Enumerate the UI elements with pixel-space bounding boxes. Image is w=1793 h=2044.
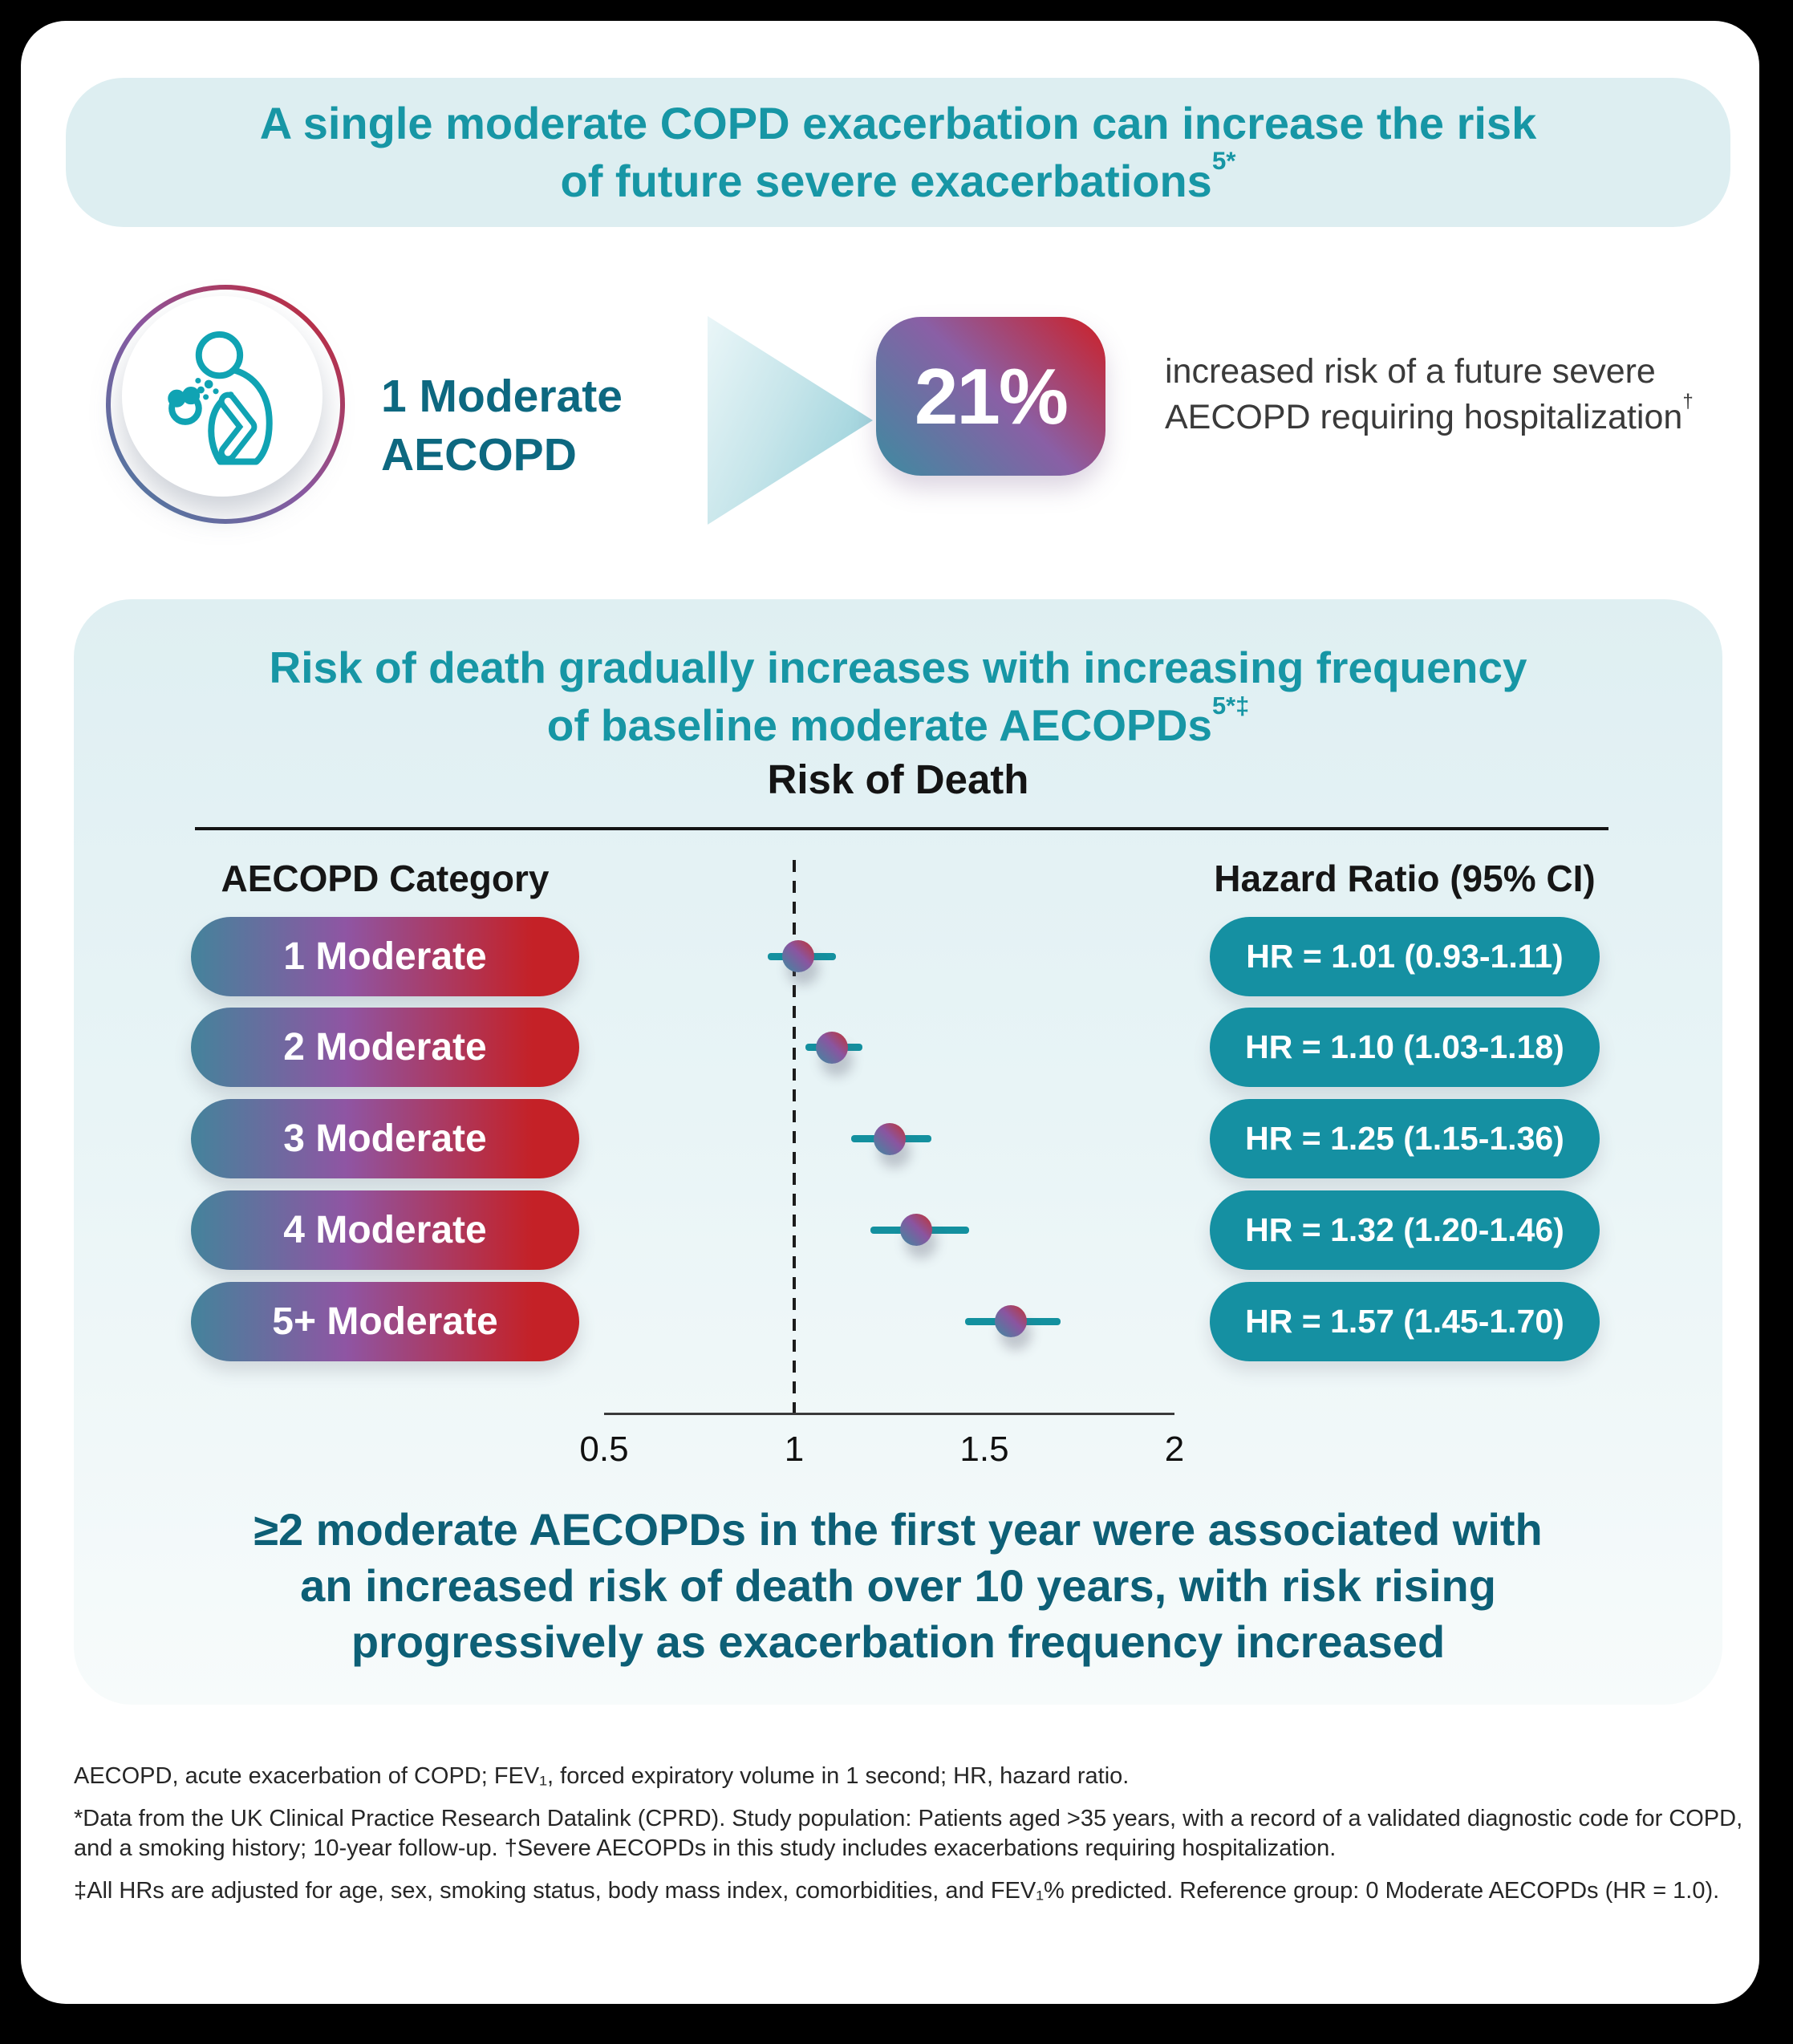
hr-pill: HR = 1.25 (1.15-1.36) xyxy=(1210,1099,1600,1178)
hr-pill: HR = 1.10 (1.03-1.18) xyxy=(1210,1008,1600,1087)
category-pill: 2 Moderate xyxy=(191,1008,579,1087)
column-header-category: AECOPD Category xyxy=(221,858,550,899)
stat-badge: 21% xyxy=(876,317,1105,476)
panel-heading: Risk of death gradually increases with increasing frequency of baseline moderate AECOPDs$^{5*\ddagger}$ xyxy=(269,643,1527,750)
hr-pill: HR = 1.57 (1.45-1.70) xyxy=(1210,1282,1600,1361)
x-tick: 2 xyxy=(1164,1430,1185,1469)
x-axis xyxy=(604,1413,1174,1415)
footnote-abbreviations: AECOPD, acute exacerbation of COPD; FEV₁, forced expiratory volume in 1 second; HR, hazard ratio. xyxy=(74,1763,1130,1789)
hr-marker xyxy=(782,940,814,972)
category-pill: 3 Moderate xyxy=(191,1099,579,1178)
x-tick: 0.5 xyxy=(579,1430,629,1469)
key-statement: ≥2 moderate AECOPDs in the first year were associated with an increased risk of death over 10 years, with risk rising progressively as exacerbation frequency increased xyxy=(254,1504,1543,1667)
dagger-sup: † xyxy=(1682,390,1694,412)
hr-marker xyxy=(816,1032,848,1064)
forest-plot xyxy=(21,21,1759,2004)
category-pill: 1 Moderate xyxy=(191,917,579,996)
hr-marker xyxy=(874,1123,906,1155)
x-tick: 1.5 xyxy=(959,1430,1009,1469)
moderate-aecopd-label: 1 Moderate AECOPD xyxy=(381,371,623,481)
panel-reference-sup: 5*‡ xyxy=(1212,691,1250,720)
banner-line2: of future severe exacerbations$^{5*}$ xyxy=(560,147,1236,206)
footnotes xyxy=(74,1762,1750,1919)
stat-description: increased risk of a future severe AECOPD requiring hospitalization† xyxy=(1165,352,1694,436)
footnote-data-source: *Data from the UK Clinical Practice Research Datalink (CPRD). Study population: Patients aged >35 years, with a record of a validated diagnostic code for COPD, and a smoking history; 10-year follow-up. †Severe AECOPDs in this study includes exacerbations requiring hospitalization. xyxy=(74,1806,1743,1861)
hr-marker xyxy=(900,1214,932,1246)
x-tick: 1 xyxy=(784,1430,805,1469)
footnote-adjustments: ‡All HRs are adjusted for age, sex, smoking status, body mass index, comorbidities, and FEV₁% predicted. Reference group: 0 Moderate AECOPDs (HR = 1.0). xyxy=(74,1878,1720,1904)
banner-line1: A single moderate COPD exacerbation can increase the risk xyxy=(259,98,1537,148)
banner-reference-sup: 5* xyxy=(1211,147,1236,176)
hr-marker xyxy=(995,1305,1027,1337)
infographic-card xyxy=(21,21,1759,2004)
category-pill: 5+ Moderate xyxy=(191,1282,579,1361)
chart-title: Risk of Death xyxy=(767,756,1029,802)
hr-pill: HR = 1.32 (1.20-1.46) xyxy=(1210,1190,1600,1270)
hr-pill: HR = 1.01 (0.93-1.11) xyxy=(1210,917,1600,996)
column-header-hazard-ratio: Hazard Ratio (95% CI) xyxy=(1214,858,1596,899)
category-pill: 4 Moderate xyxy=(191,1190,579,1270)
